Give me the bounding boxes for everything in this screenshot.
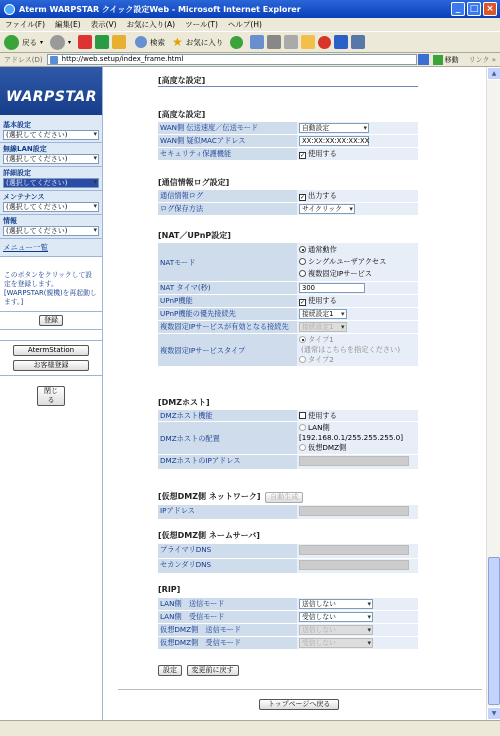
form-buttons (158, 665, 239, 676)
basic-settings-select[interactable]: (選択してください) ▾ (3, 130, 99, 140)
sidebar (0, 67, 103, 720)
sidebar-label-maintenance: メンテナンス (3, 193, 45, 201)
refresh-icon[interactable] (95, 35, 109, 49)
sidebar-group-wireless (0, 143, 102, 167)
search-icon[interactable] (135, 36, 147, 48)
favorites-star-icon[interactable]: ★ (172, 35, 183, 49)
stop-icon[interactable] (78, 35, 92, 49)
wan-speed-label: WAN側 伝送速度／伝送モード (158, 122, 297, 134)
rip-lan-recv-select[interactable]: 受信しない ▾ (299, 612, 373, 622)
wan-mac-input[interactable]: XX:XX:XX:XX:XX:XX (299, 136, 369, 146)
rip-lan-recv-row (158, 611, 418, 624)
log-checkbox[interactable]: ✓ (300, 194, 306, 201)
sidebar-group-info (0, 215, 102, 239)
rip-vdmz-recv-label: 仮想DMZ側 受信モード (158, 637, 297, 649)
back-arrow-icon[interactable] (4, 35, 19, 50)
security-row (158, 148, 418, 161)
rip-vdmz-recv-row (158, 637, 418, 650)
primary-dns-row (158, 544, 418, 559)
vdmz-title-text: [仮想DMZ側 ネットワーク] (158, 492, 261, 501)
upnp-option: 使用する (308, 296, 337, 305)
rip-table (158, 598, 418, 650)
multi-type1-note: (通常はこちらを指定ください) (301, 345, 401, 354)
upnp-checkbox[interactable]: ✓ (300, 299, 306, 306)
nat-mode-single-label: シングルユーザアクセス (308, 257, 387, 266)
research-icon[interactable] (351, 35, 365, 49)
multi-type-label: 複数固定IPサービスタイプ (158, 334, 297, 366)
history-icon[interactable] (230, 36, 243, 49)
log-label: 通信情報ログ (158, 190, 297, 202)
log-table (158, 190, 418, 216)
footer-divider (118, 689, 482, 690)
dmz-place-lan-radio[interactable] (299, 424, 306, 431)
log-save-select[interactable]: サイクリック ▾ (299, 204, 355, 214)
upnp-label: UPnP機能 (158, 295, 297, 307)
multi-type2-label: タイプ2 (308, 355, 334, 364)
multi-type1-radio[interactable] (299, 336, 306, 343)
messenger-icon[interactable] (318, 36, 331, 49)
advanced-table (158, 122, 418, 161)
menu-view[interactable]: 表示(V) (90, 20, 117, 29)
upnp-priority-select[interactable]: 接続設定1 ▾ (299, 309, 347, 319)
dmz-place-row (158, 422, 418, 455)
security-checkbox[interactable]: ✓ (300, 152, 306, 159)
menu-favorites[interactable]: お気に入り(A) (126, 20, 176, 29)
multi-ip-label: 複数固定IPサービスが有効となる接続先 (158, 321, 297, 333)
favorites-button[interactable]: お気に入り (185, 37, 224, 47)
dmz-func-label: DMZホスト機能 (158, 410, 297, 421)
nat-table (158, 243, 418, 367)
page-title: [高度な設定] (158, 75, 418, 87)
section-title-dmz: [DMZホスト] (158, 398, 210, 407)
forward-arrow-icon[interactable] (50, 35, 65, 50)
address-bar (0, 53, 500, 67)
rip-vdmz-send-select[interactable]: 送信しない ▾ (299, 625, 373, 635)
revert-button[interactable]: 変更前に戻す (187, 665, 239, 676)
rip-vdmz-recv-select[interactable]: 受信しない ▾ (299, 638, 373, 648)
secondary-dns-row (158, 559, 418, 574)
multi-type2-radio[interactable] (299, 356, 306, 363)
vdmz-table (158, 505, 418, 520)
sidebar-label-wireless: 無線LAN設定 (3, 145, 47, 153)
vdns-table (158, 544, 418, 574)
log-save-label: ログ保存方法 (158, 203, 297, 215)
nat-mode-multi-label: 複数固定IPサービス (308, 269, 372, 278)
go-arrow-icon[interactable] (433, 55, 443, 65)
detail-settings-select[interactable]: (選択してください) ▾ (3, 178, 99, 188)
multi-ip-row (158, 321, 418, 334)
nat-mode-multi-radio[interactable] (299, 270, 306, 277)
sidebar-label-basic: 基本設定 (3, 121, 31, 129)
menu-edit[interactable]: 編集(E) (55, 20, 81, 29)
window-title: Aterm WARPSTAR クイック設定Web - Microsoft Internet Explorer (19, 4, 301, 14)
rip-vdmz-send-row (158, 624, 418, 637)
set-button[interactable]: 設定 (158, 665, 182, 676)
primary-dns-label: プライマリDNS (158, 544, 297, 558)
nat-mode-label: NATモード (158, 243, 297, 281)
dmz-func-option: 使用する (308, 411, 337, 420)
rip-lan-send-row (158, 598, 418, 611)
register-button[interactable]: 登録 (39, 315, 63, 326)
maximize-button[interactable]: □ (467, 2, 481, 16)
dmz-ip-input[interactable] (299, 456, 409, 466)
sidebar-group-maintenance (0, 191, 102, 215)
nat-mode-single-radio[interactable] (299, 258, 306, 265)
customer-register-button[interactable]: お客様登録 (13, 360, 89, 371)
top-page-row (259, 699, 339, 710)
wan-mac-row (158, 135, 418, 148)
sidebar-group-detail (0, 167, 102, 191)
menu-list-link[interactable]: メニュー一覧 (0, 239, 102, 257)
dmz-ip-label: DMZホストのIPアドレス (158, 455, 297, 469)
wireless-settings-select[interactable]: (選択してください) ▾ (3, 154, 99, 164)
log-option: 出力する (308, 191, 337, 200)
nat-mode-normal-label: 通常動作 (308, 245, 337, 254)
section-title-log: [通信情報ログ設定] (158, 178, 230, 187)
vertical-scrollbar[interactable] (486, 67, 500, 720)
vdmz-ip-input[interactable] (299, 506, 409, 516)
main-content (104, 67, 486, 720)
section-title-rip: [RIP] (158, 585, 181, 594)
window-titlebar (0, 0, 500, 18)
dmz-ip-row (158, 455, 418, 470)
browser-toolbar (0, 31, 500, 53)
dmz-table (158, 410, 418, 470)
wan-speed-row (158, 122, 418, 135)
vdmz-ip-row (158, 505, 418, 520)
section-title-advanced: [高度な設定] (158, 110, 206, 119)
sidebar-label-detail: 詳細設定 (3, 169, 31, 177)
secondary-dns-input[interactable] (299, 560, 409, 570)
sidebar-label-info: 情報 (3, 217, 17, 225)
upnp-priority-row (158, 308, 418, 321)
scroll-down-button[interactable]: ▼ (487, 707, 500, 720)
dmz-place-label: DMZホストの配置 (158, 422, 297, 454)
wan-mac-label: WAN側 疑似MACアドレス (158, 135, 297, 147)
home-icon[interactable] (112, 35, 126, 49)
menu-file[interactable]: ファイル(F) (5, 20, 46, 29)
menu-bar (0, 18, 500, 31)
rip-vdmz-send-label: 仮想DMZ側 送信モード (158, 624, 297, 636)
upnp-row (158, 295, 418, 308)
back-dropdown-icon[interactable]: ▾ (40, 38, 44, 46)
menu-help[interactable]: ヘルプ(H) (227, 20, 262, 29)
multi-type-row (158, 334, 418, 367)
address-input[interactable]: http://web.setup/index_frame.html (47, 54, 417, 65)
dmz-place-lan-subnet: [192.168.0.1/255.255.255.0] (299, 433, 404, 442)
nat-mode-row (158, 243, 418, 282)
address-dropdown-icon[interactable] (418, 54, 429, 65)
nat-mode-normal-radio[interactable] (299, 246, 306, 253)
nat-timer-label: NAT タイマ(秒) (158, 282, 297, 294)
dmz-place-vdmz-label: 仮想DMZ側 (308, 443, 347, 452)
dmz-func-checkbox[interactable] (299, 412, 306, 419)
primary-dns-input[interactable] (299, 545, 409, 555)
register-note: このボタンをクリックして設定を登録します。[WARPSTAR(親機)を再起動します。] (0, 267, 102, 312)
dmz-place-lan-label: LAN側 (308, 423, 330, 432)
dmz-func-row (158, 410, 418, 422)
sidebar-group-basic (0, 119, 102, 143)
top-page-button[interactable]: トップページへ戻る (259, 699, 339, 710)
auto-generate-button[interactable]: 自動生成 (265, 492, 303, 503)
address-label: アドレス(D) (4, 55, 43, 64)
nat-timer-input[interactable]: 300 (299, 283, 365, 293)
secondary-dns-label: セカンダリDNS (158, 559, 297, 573)
log-row (158, 190, 418, 203)
security-option: 使用する (308, 149, 337, 158)
log-save-row (158, 203, 418, 216)
security-label: セキュリティ保護機能 (158, 148, 297, 160)
vdmz-ip-label: IPアドレス (158, 505, 297, 519)
forward-dropdown-icon[interactable]: ▾ (68, 38, 72, 46)
section-title-nat: [NAT／UPnP設定] (158, 231, 231, 240)
atermstation-button[interactable]: AtermStation (13, 345, 89, 356)
status-bar (0, 720, 500, 736)
multi-ip-select[interactable]: 接続設定1 ▾ (299, 322, 347, 332)
links-button[interactable]: リンク » (468, 55, 497, 64)
section-title-vdmz (158, 491, 303, 503)
folder-icon[interactable] (301, 35, 315, 49)
warpstar-logo: WARPSTAR (0, 67, 102, 115)
search-button[interactable]: 検索 (150, 37, 166, 47)
nat-timer-row (158, 282, 418, 295)
print-icon[interactable] (267, 35, 281, 49)
rip-lan-send-label: LAN側 送信モード (158, 598, 297, 610)
multi-type1-label: タイプ1 (308, 335, 334, 344)
rip-lan-send-select[interactable]: 送信しない ▾ (299, 599, 373, 609)
back-button[interactable]: 戻る (22, 37, 37, 47)
wan-speed-select[interactable]: 自動設定 ▾ (299, 123, 369, 133)
rip-lan-recv-label: LAN側 受信モード (158, 611, 297, 623)
close-button[interactable]: 閉じる (37, 386, 65, 406)
minimize-button[interactable]: _ (451, 2, 465, 16)
mail-icon[interactable] (250, 35, 264, 49)
scroll-up-button[interactable]: ▲ (487, 67, 500, 80)
menu-tools[interactable]: ツール(T) (185, 20, 218, 29)
toolbar-extra-icon[interactable] (334, 35, 348, 49)
section-title-vdns: [仮想DMZ側 ネームサーバ] (158, 531, 260, 540)
ie-icon (4, 4, 15, 15)
close-window-button[interactable]: × (483, 2, 497, 16)
scroll-thumb[interactable] (488, 557, 500, 705)
maintenance-select[interactable]: (選択してください) ▾ (3, 202, 99, 212)
upnp-priority-label: UPnP機能の優先接続先 (158, 308, 297, 320)
info-select[interactable]: (選択してください) ▾ (3, 226, 99, 236)
dmz-place-vdmz-radio[interactable] (299, 444, 306, 451)
edit-icon[interactable] (284, 35, 298, 49)
go-button[interactable]: 移動 (444, 55, 459, 64)
